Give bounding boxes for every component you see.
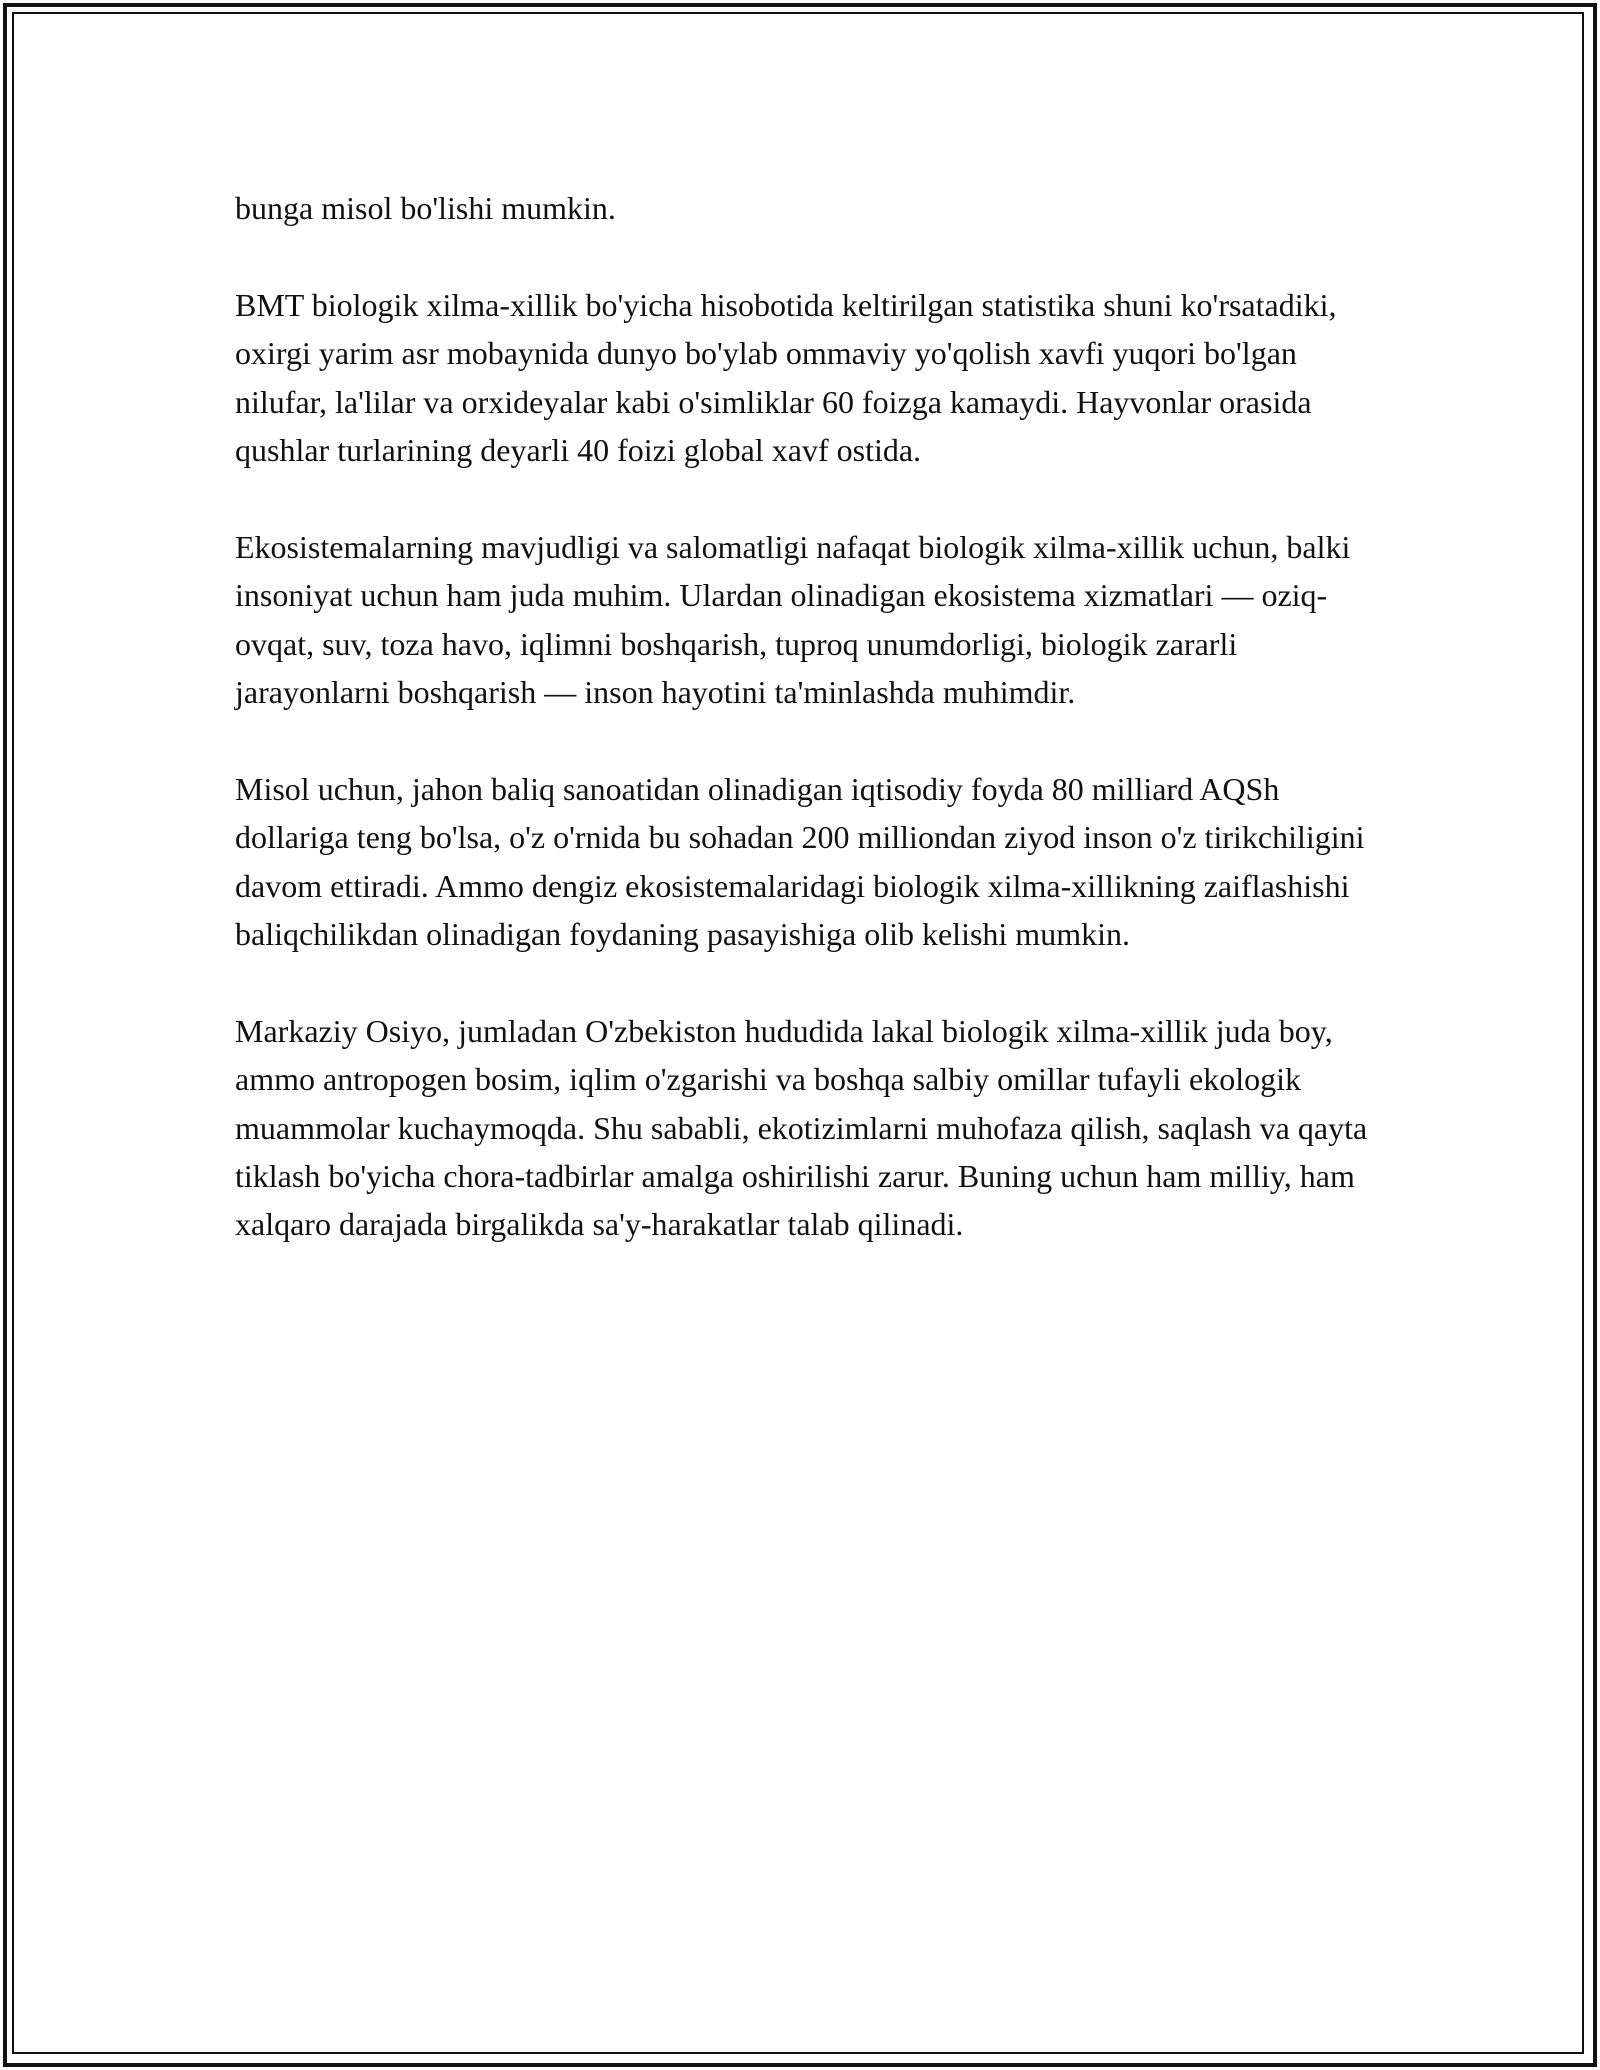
paragraph-biodiversity-statistics: BMT biologik xilma-xillik bo'yicha hisobotida keltirilgan statistika shuni ko'rsatadiki, oxirgi yarim asr mobaynida dunyo bo'ylab ommaviy yo'qolish xavfi yuqori bo'lgan nilufar, la'lilar va orxideyalar kabi o'simliklar 60 foizga kamaydi. Hayvonlar orasida qushlar turlarining deyarli 40 foizi global xavf ostida. (235, 286, 1337, 469)
paragraph-continuation: bunga misol bo'lishi mumkin. (235, 190, 616, 226)
paragraph-fishing-industry: Misol uchun, jahon baliq sanoatidan olinadigan iqtisodiy foyda 80 milliard AQSh dollariga teng bo'lsa, o'z o'rnida bu sohadan 200 milliondan ziyod inson o'z tirikchiligini davom ettiradi. Ammo dengiz ekosistemalaridagi biologik xilma-xillikning zaiflashishi baliqchilikdan olinadigan foydaning pasayishiga olib kelishi mumkin. (235, 770, 1365, 953)
document-body (235, 184, 1370, 1297)
paragraph-ecosystem-services: Ekosistemalarning mavjudligi va salomatligi nafaqat biologik xilma-xillik uchun, balki insoniyat uchun ham juda muhim. Ulardan olinadigan ekosistema xizmatlari — oziq-ovqat, suv, toza havo, iqlimni boshqarish, tuproq unumdorligi, biologik zararli jarayonlarni boshqarish — inson hayotini ta'minlashda muhimdir. (235, 528, 1351, 711)
paragraph-central-asia: Markaziy Osiyo, jumladan O'zbekiston hududida lakal biologik xilma-xillik juda boy, ammo antropogen bosim, iqlim o'zgarishi va boshqa salbiy omillar tufayli ekologik muammolar kuchaymoqda. Shu sababli, ekotizimlarni muhofaza qilish, saqlash va qayta tiklash bo'yicha chora-tadbirlar amalga oshirilishi zarur. Buning uchun ham milliy, ham xalqaro darajada birgalikda sa'y-harakatlar talab qilinadi. (235, 1012, 1368, 1243)
